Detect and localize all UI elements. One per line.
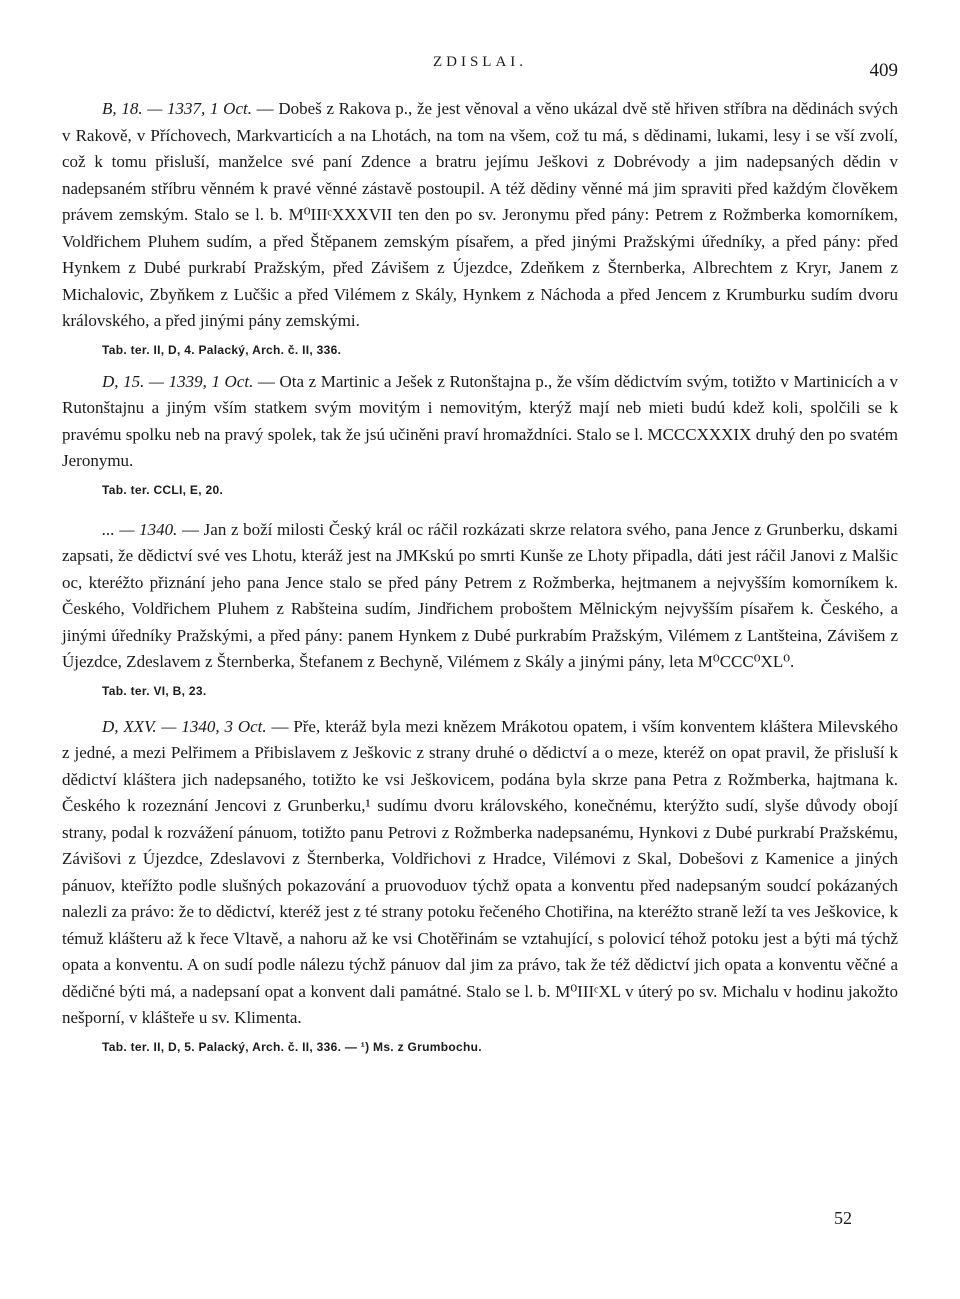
entry-source: Tab. ter. II, D, 5. Palacký, Arch. č. II, 336. — ¹) Ms. z Grumbochu. xyxy=(102,1039,482,1054)
entry-heading: D, XXV. — 1340, 3 Oct. xyxy=(102,716,267,736)
entry-paragraph xyxy=(62,96,898,335)
entry-text: — Ota z Martinic a Ješek z Rutonštajna p., že vším dědictvím svým, totižto v Martinicích a v Rutonštajnu a jiným vším statkem svým movitým i nemovitým, kterýž mají neb mieti budú kdež koli, spolčili se k pravému spolku neb na pravý spolek, tak že jsú učiněni praví hromaždníci. Stalo se l. MCCCXXXIX druhý den po svatém Jeronymu. xyxy=(62,371,898,470)
running-title: ZDISLAI. xyxy=(432,54,528,70)
charter-entry xyxy=(62,96,898,359)
entry-heading: D, 15. — 1339, 1 Oct. xyxy=(102,371,254,391)
entry-heading: B, 18. — 1337, 1 Oct. xyxy=(102,99,252,118)
page-number: 409 xyxy=(869,60,898,81)
entry-source: Tab. ter. II, D, 4. Palacký, Arch. č. II, 336. xyxy=(102,342,342,357)
signature-mark: 52 xyxy=(834,1208,852,1228)
entry-heading: ... — 1340. xyxy=(102,519,178,539)
entry-paragraph xyxy=(62,714,898,1032)
entry-text: — Jan z boží milosti Český král oc ráčil rozkázati skrze relatora svého, pana Jence z Grunberku, dskami zapsati, že dědictví své ves Lhotu, kteráž jest na JMKskú po smrti Kunše ze Lhoty připadla, dáti jest ráčil Janovi z Malšic oc, kteréžto přiznání jeho pana Jence stalo se před pány Petrem z Rožmberka, hejtmanem a nejvyšším komorníkem k. Českého, Voldřichem Pluhem z Rabšteina sudím, Jindřichem proboštem Mělnickým nejvyšším písařem k. Českého, a jinými úředníky Pražskými, a před pány: panem Hynkem z Dubé purkrabím Pražským, Vilémem z Lantšteina, Závišem z Újezdce, Zdeslavem z Šternberka, Štefanem z Bechyně, Vilémem z Skály a jinými pány, leta M⁰CCC⁰XL⁰. xyxy=(62,519,898,671)
entry-source: Tab. ter. VI, B, 23. xyxy=(102,683,207,698)
entry-text: — Pře, kteráž byla mezi knězem Mrákotou opatem, i vším konventem kláštera Milevského z jedné, a mezi Pelřimem a Přibislavem z Ješkovic z strany druhé o dědictví a o meze, kteréž on opat pravil, že přisluší k dědictví kláštera jich nadepsaného, totižto ke vsi Ješkovicem, podána byla skrze pana Petra z Rožmberka, hajtmana k. Českého k rozeznání Jencovi z Grunberku,¹ sudímu dvoru královského, konečnému, kterýžto sudí, slyše důvody obojí strany, podal k rozvážení pánuom, totižto panu Petrovi z Rožmberka nadepsanému, Hynkovi z Dubé purkrabí Pražskému, Závišovi z Újezdce, Zdeslavovi z Šternberka, Voldřichovi z Hradce, Vilémovi z Skal, Dobešovi z Kamenice a jiných pánuov, kteřížto podle slušných pokazování a pruovoduov týchž opata a konventu před nadepsaným soudcí pokázaných nalezli za právo: že to dědictví, kteréž jest z té strany potoku řečeného Chotiřina, na kteréžto straně leží ta ves Ješkovice, k témuž klášteru až k řece Vltavě, a nahoru až ke vsi Chotěřinám se vztahující, s polovicí téhož potoku jest a býti má týchž opata a konventu. A on sudí podle nálezu týchž pánuov dal jim za právo, tak že též dědictví jich opata a konventu věčné a dědičné býti má, a nadepsaní opat a konvent dali památné. Stalo se l. b. M⁰IIIᶜXL v úterý po sv. Michalu v hodinu jakožto nešporní, v klášteře u sv. Klimenta. xyxy=(62,716,898,1027)
charter-entry xyxy=(62,517,898,700)
document-body xyxy=(62,96,898,1056)
entry-paragraph xyxy=(62,517,898,676)
charter-entry xyxy=(62,369,898,499)
entry-paragraph xyxy=(62,369,898,475)
entry-text: — Dobeš z Rakova p., že jest věnoval a věno ukázal dvě stě hřiven stříbra na dědinách svých v Rakově, v Příchovech, Markvarticích a na Lhotách, na tom na všem, což tu má, s dědinami, lukami, lesy i se vší zvolí, což k tomu přisluší, manželce své paní Zdence a bratru jejímu Ješkovi z Dobrévody a jim nadepsaných dědin v nadepsaném stříbru věnném k pravé věnné zástavě postoupil. A též dědiny věnné má jim spraviti před každým člověkem právem zemským. Stalo se l. b. M⁰IIIᶜXXXVII ten den po sv. Jeronymu před pány: Petrem z Rožmberka komorníkem, Voldřichem Pluhem sudím, a před Štěpanem zemským písařem, a před jinými Pražskými úředníky, a před pány: před Hynkem z Dubé purkrabí Pražským, před Závišem z Újezdce, Zdeňkem z Šternberka, Albrechtem z Kryr, Janem z Michalovic, Zbyňkem z Lučšic a před Vilémem z Skály, Hynkem z Náchoda a před Jencem z Krumburku sudím dvoru královského, a před jinými pány zemskými. xyxy=(62,99,899,330)
entry-source: Tab. ter. CCLI, E, 20. xyxy=(102,482,224,497)
charter-entry xyxy=(62,714,898,1056)
